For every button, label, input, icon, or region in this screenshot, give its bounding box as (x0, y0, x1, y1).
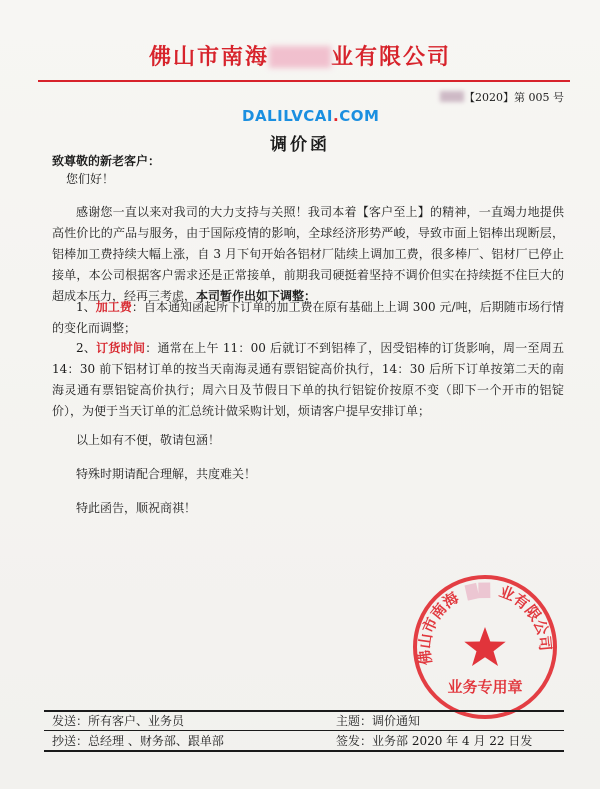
body-paragraph-emphasis: 本司暂作出如下调整： (196, 289, 317, 303)
document-number-text: 【2020】第 005 号 (464, 91, 564, 104)
body-paragraph-text: 感谢您一直以来对我司的大力支持与关照！我司本着【客户至上】的精神，一直竭力地提供高性价比的产品与服务，由于国际疫情的影响，全球经济形势严峻，导致市面上铝棒出现断层，铝棒加工费持续大幅上涨，自 3 月下旬开始各铝材厂陆续上调加工费，很多棒厂、铝材厂已停止接单，本公司根据客户需求还是正常接单，前期我司硬挺着坚持不调价但实在持续挺不住巨大的超成本压力，经再三考虑， (52, 205, 564, 303)
footer-copy (52, 733, 224, 749)
company-name-prefix: 佛山市南海 (148, 45, 269, 70)
footer-rule-middle (44, 730, 564, 731)
item-number: 2、 (76, 341, 97, 355)
document-number (440, 89, 564, 105)
seal-star-icon (464, 627, 505, 666)
greeting: 您们好！ (66, 172, 115, 186)
item-number: 1、 (76, 300, 96, 314)
item-keyword: 加工费 (95, 300, 132, 314)
footer-send (52, 713, 184, 729)
salutation: 致尊敬的新老客户： (52, 154, 161, 168)
company-seal (410, 572, 560, 722)
seal-arc-text-end: 业有限公司 (496, 582, 555, 652)
watermark-left: DALILVCAI (242, 107, 333, 125)
copy-value: 总经理 、财务部、跟单部 (88, 734, 224, 748)
copy-label: 抄送： (52, 734, 89, 748)
footer-sign (336, 733, 532, 749)
seal-redacted: ▇▇ (464, 580, 491, 601)
subject-label: 主题： (336, 714, 373, 728)
send-value: 所有客户、业务员 (88, 714, 185, 728)
footer-subject (336, 713, 420, 729)
send-label: 发送： (52, 714, 89, 728)
letter-title: 调价函 (270, 135, 330, 155)
footer-rule-bottom (44, 750, 564, 752)
item-text: ：通常在上午 11：00 后就订不到铝棒了，因受铝棒的订货影响，周一至周五 14：30 前下铝材订单的按当天南海灵通有票铝锭高价执行，14：30 后所下订单按第二天的南海灵通有票铝锭高价执行；周六日及节假日下单的执行铝锭价按原不变（即下一个开市的铝锭价），为便于当天订单的汇总统计做采购计划，烦请客户提早安排订单； (52, 341, 564, 418)
watermark-dot: . (333, 107, 340, 125)
seal-bottom-text: 业务专用章 (447, 678, 523, 696)
redacted-region (269, 46, 331, 68)
sign-label: 签发： (336, 734, 373, 748)
footer-rule-top (44, 710, 564, 712)
body-paragraph (52, 202, 564, 307)
sign-value: 业务部 2020 年 4 月 22 日发 (372, 734, 533, 748)
closing-line-3: 特此函告，顺祝商祺！ (76, 501, 197, 515)
adjustment-item-1 (52, 297, 564, 339)
item-text: ：自本通知函起所下订单的加工费在原有基础上上调 300 元/吨，后期随市场行情的变化而调整； (52, 300, 564, 335)
subject-value: 调价通知 (372, 714, 421, 728)
closing-line-1: 以上如有不便，敬请包涵！ (76, 433, 221, 447)
watermark-right: COM (339, 107, 380, 125)
item-keyword: 订货时间 (96, 341, 146, 355)
site-watermark (242, 107, 379, 125)
adjustment-item-2 (52, 338, 564, 422)
redacted-region (440, 91, 464, 102)
header-rule (38, 80, 570, 82)
company-name (0, 40, 600, 71)
closing-line-2: 特殊时期请配合理解，共度难关！ (76, 467, 257, 481)
company-name-suffix: 业有限公司 (331, 45, 452, 70)
seal-arc-text-start: 佛山市南海 (415, 588, 462, 667)
